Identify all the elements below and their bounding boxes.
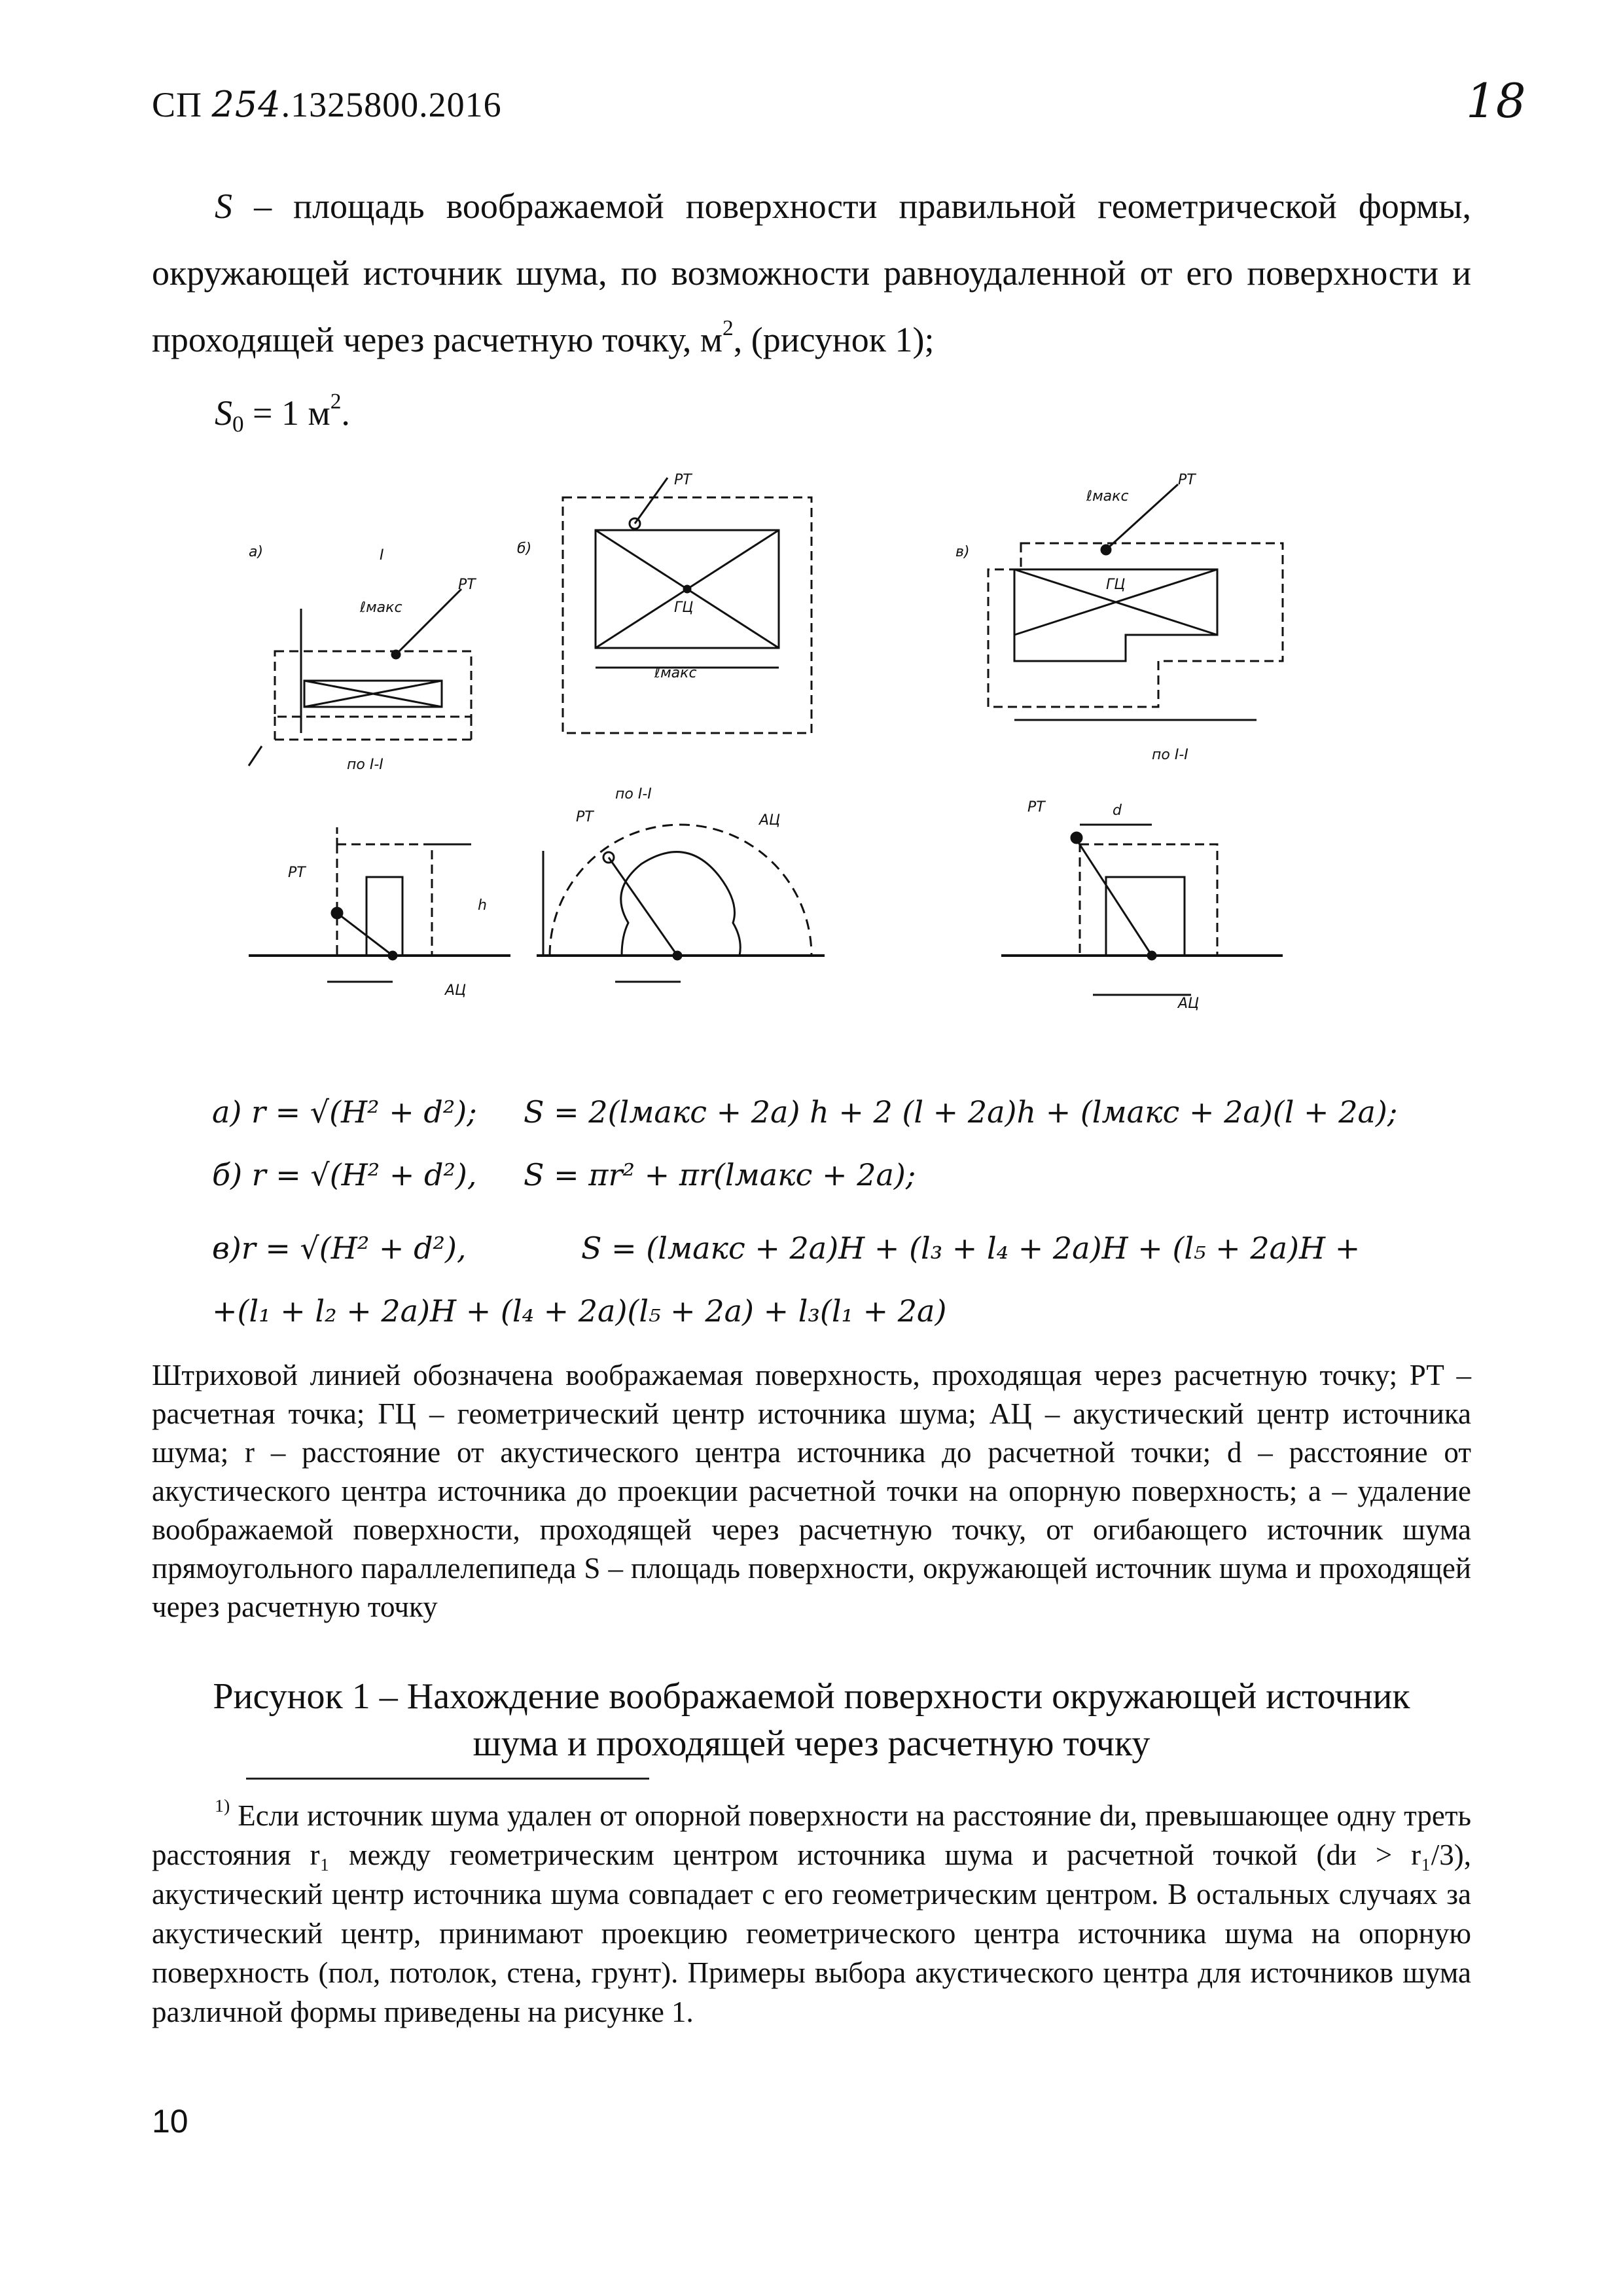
svg-text:РТ: РТ: [1178, 472, 1196, 488]
panel-a-label: а): [249, 544, 264, 560]
handwritten-page-mark: 18: [1466, 73, 1526, 128]
formula-b-s: S = πr² + πr(lмакс + 2a);: [524, 1157, 916, 1193]
panel-a-section: [249, 825, 510, 982]
svg-text:ГЦ: ГЦ: [1106, 577, 1126, 593]
page-number: 10: [152, 2103, 188, 2140]
footnote: $^{1)}$ Если источник шума удален от опорной поверхности на расстояние dи, превышающее одну треть расстояния r₁ между геометрическим центром источника шума и расчетной точкой (dи > r₁/3), акустический центр источника шума совпадает с его геометрическим центром. В остальных случаях за акустический центр, принимают проекцию геометрического центра источника шума на опорную поверхность (пол, потолок, стена, грунт). Примеры выбора акустического центра для источников шума различной формы приведены на рисунке 1.: [152, 1796, 1472, 2028]
figure-legend: Штриховой линией обозначена воображаемая поверхность, проходящая через расчетную точку; РТ – расчетная точка; ГЦ – геометрический центр источника шума; АЦ – акустический центр источника шума; r – расстояние от акустического центра источника до расчетной точки; d – расстояние от акустического центра источника до проекции расчетной точки на опорную поверхность; a – удаление воображаемой поверхности, проходящей через расчетную точку, от огибающего источник шума прямоугольного параллелепипеда S – площадь поверхности, окружающей источник шума и проходящей через расчетную точку: [152, 1359, 1471, 1623]
panel-c-label: в): [955, 544, 970, 560]
svg-text:по I-I: по I-I: [1152, 747, 1188, 763]
figure-1-drawings: [236, 458, 1309, 1047]
svg-text:РТ: РТ: [1027, 799, 1045, 816]
svg-text:I: I: [380, 547, 384, 564]
figure-caption: Рисунок 1 – Нахождение воображаемой поверхности окружающей источник шума и проходящей через расчетную точку: [213, 1676, 1410, 1764]
s-definition: S – площадь воображаемой поверхности правильной геометрической формы, окружающей источник шума, по возможности равноудаленной от его поверхности и проходящей через расчетную точку, $м^2$, (рисунок 1);: [152, 187, 1471, 359]
svg-text:d: d: [1113, 802, 1122, 819]
svg-text:РТ: РТ: [576, 809, 594, 825]
svg-text:ГЦ: ГЦ: [674, 600, 694, 616]
svg-text:АЦ: АЦ: [1178, 996, 1200, 1012]
document-header: СП 254.1325800.2016: [152, 84, 502, 125]
svg-text:ℓмакс: ℓмакс: [360, 600, 402, 616]
formula-c-s-continued: +(l₁ + l₂ + 2a)H + (l₄ + 2a)(l₅ + 2a) + l₃(l₁ + 2a): [212, 1293, 947, 1329]
panel-b-label: б): [517, 541, 532, 557]
panel-c-section: [1001, 825, 1283, 995]
svg-text:АЦ: АЦ: [759, 812, 781, 829]
panel-c-plan: [988, 484, 1283, 720]
formula-a-s: S = 2(lмакс + 2a) h + 2 (l + 2a)h + (lмакс + 2a)(l + 2a);: [524, 1094, 1398, 1130]
svg-text:АЦ: АЦ: [445, 982, 467, 999]
svg-text:ℓмакс: ℓмакс: [1086, 488, 1129, 505]
svg-text:ℓмакс: ℓмакс: [654, 665, 697, 681]
svg-text:РТ: РТ: [674, 472, 692, 488]
panel-b-section: [537, 825, 825, 982]
formula-b-r: б) r = √(H² + d²),: [212, 1157, 477, 1193]
svg-text:по I-I: по I-I: [615, 786, 652, 802]
formula-c-r: в)r = √(H² + d²),: [212, 1230, 467, 1266]
formula-a-r: а) r = √(H² + d²);: [212, 1094, 477, 1130]
s0-definition: $S_0 = 1$ $м^2$.: [215, 389, 350, 437]
svg-text:по I-I: по I-I: [347, 757, 383, 773]
svg-text:РТ: РТ: [288, 865, 306, 881]
svg-text:h: h: [478, 897, 487, 914]
svg-text:РТ: РТ: [458, 577, 476, 593]
footnote-separator: [246, 1778, 649, 1780]
formula-c-s: S = (lмакс + 2a)H + (l₃ + l₄ + 2a)H + (l₅ + 2a)H +: [581, 1230, 1361, 1266]
handwritten-number: 254: [211, 84, 281, 125]
